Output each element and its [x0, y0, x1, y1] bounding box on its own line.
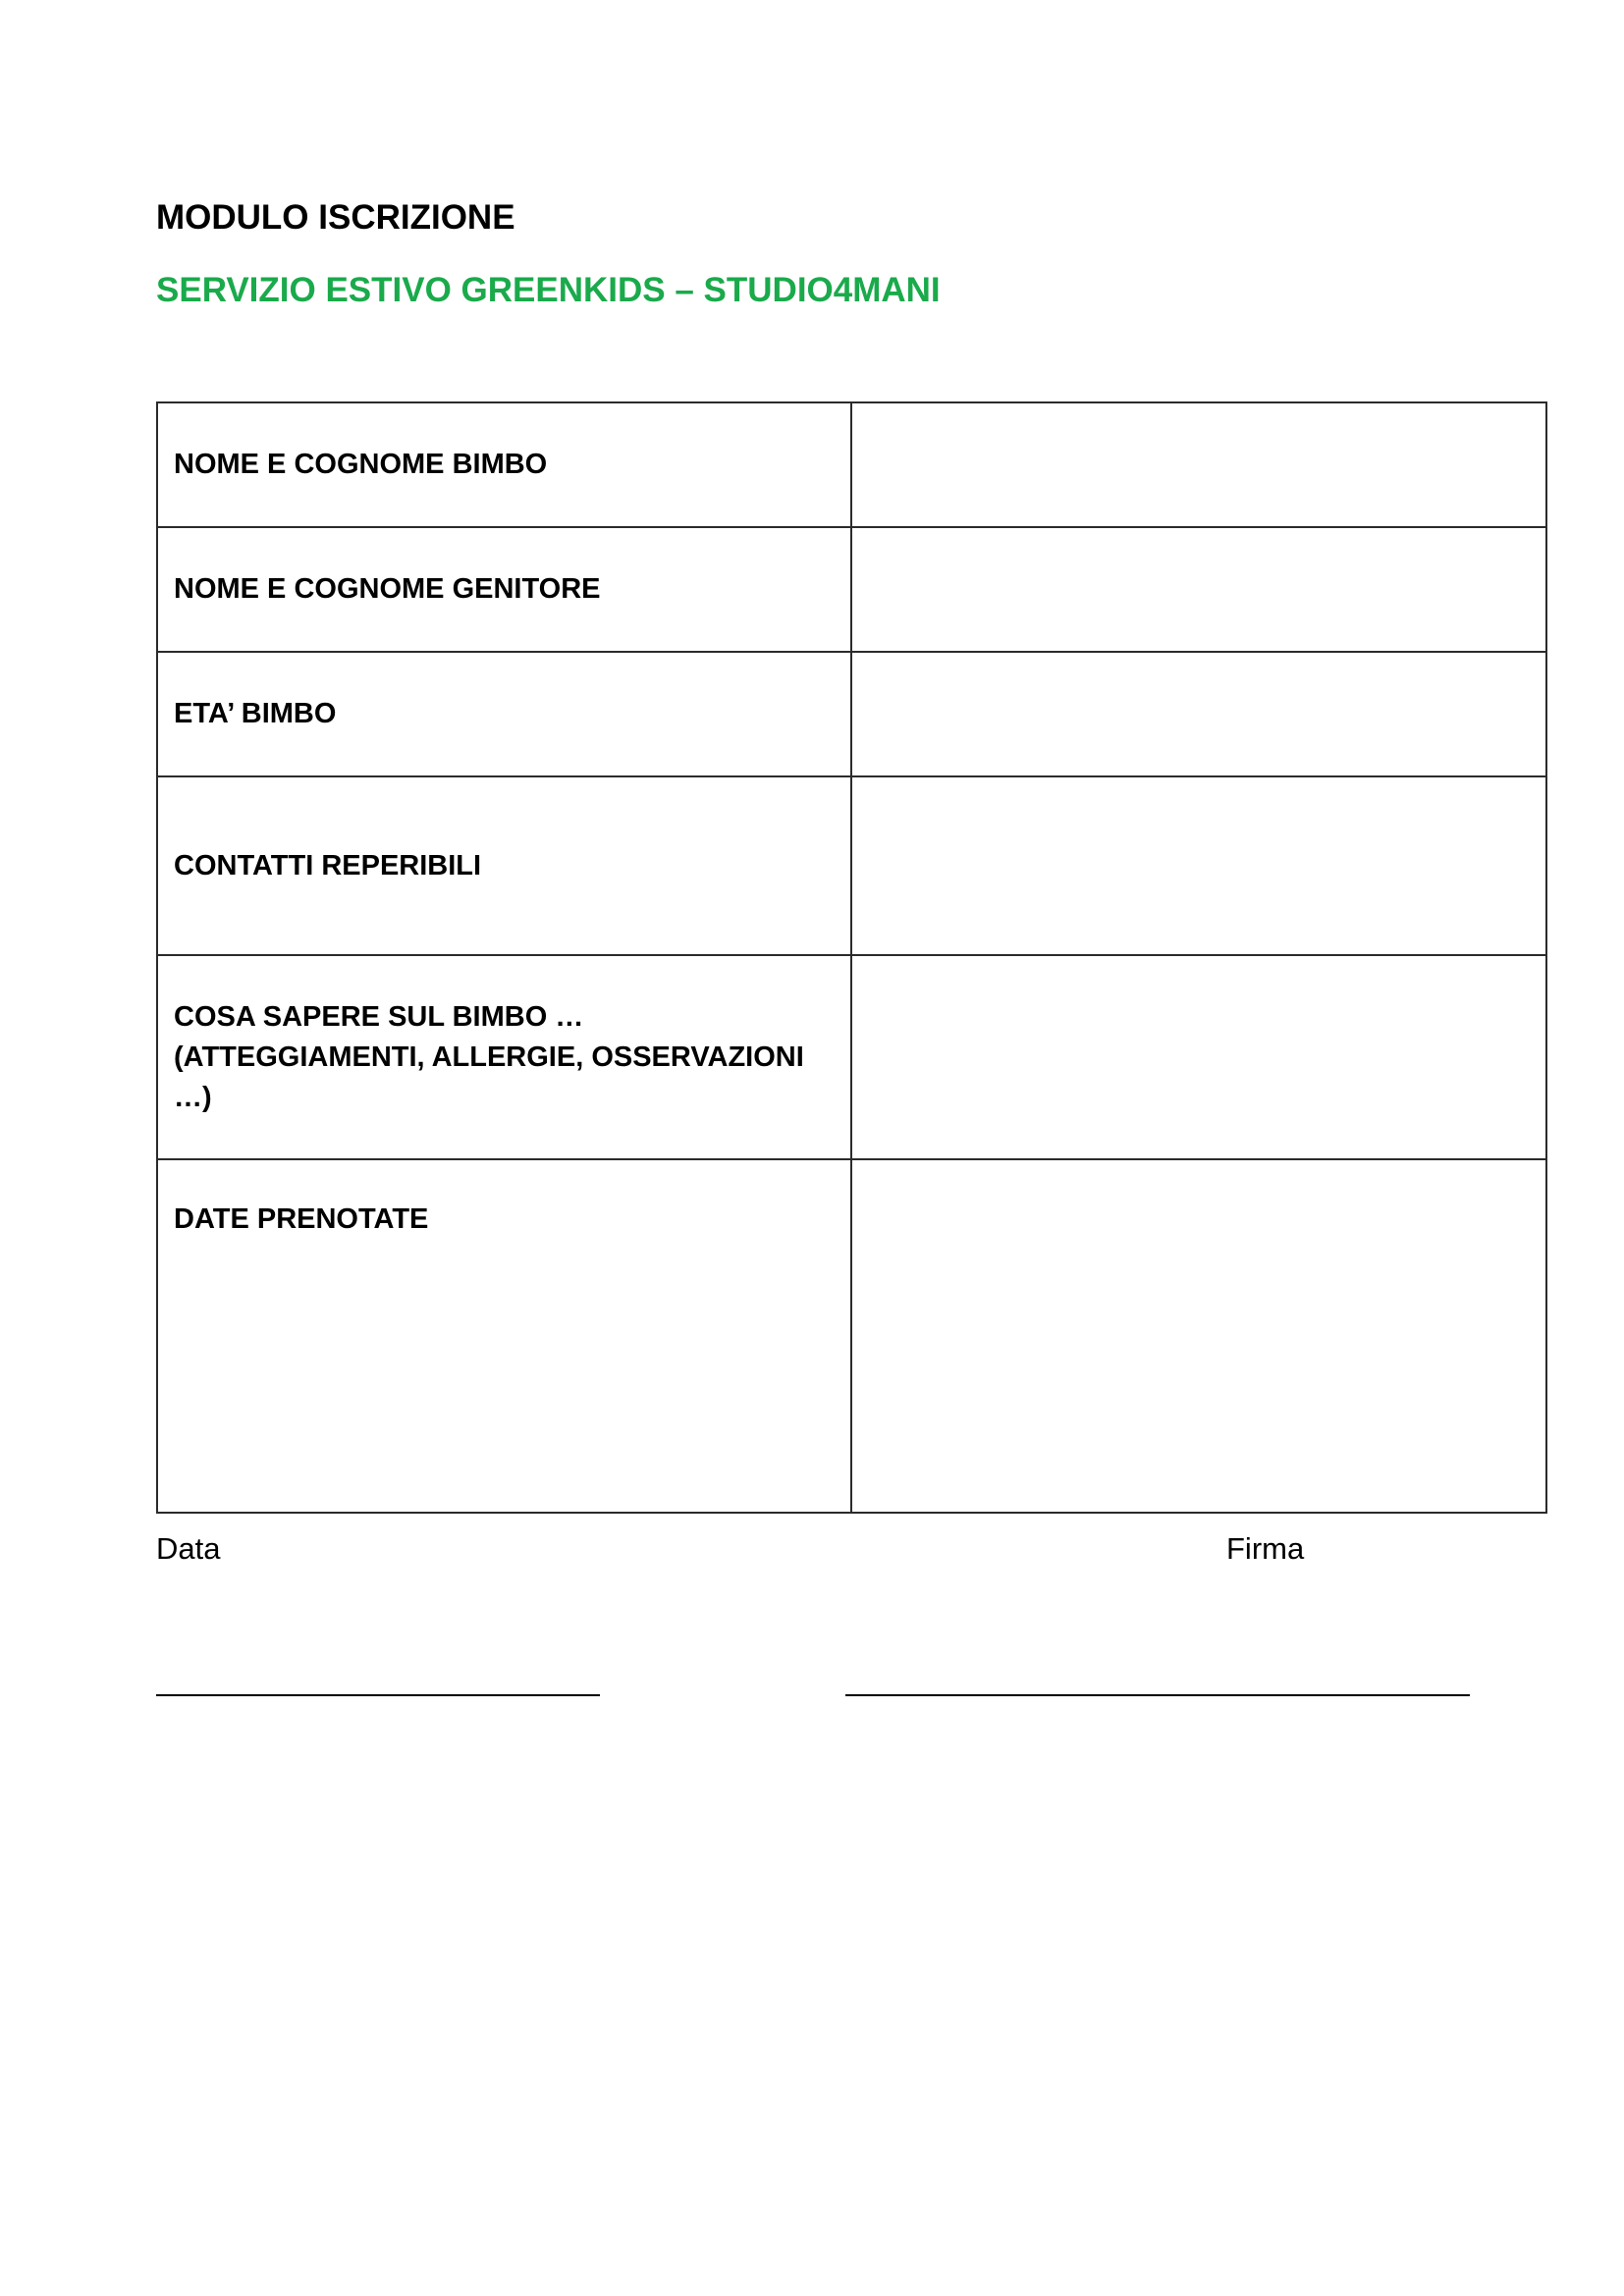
table-row [157, 955, 1546, 1159]
signature-label: Firma [1226, 1531, 1305, 1566]
registration-table [156, 401, 1547, 1514]
child-name-field[interactable] [851, 402, 1546, 527]
child-notes-label: COSA SAPERE SUL BIMBO … (ATTEGGIAMENTI, ALLERGIE, OSSERVAZIONI …) [157, 955, 851, 1159]
child-age-field[interactable] [851, 652, 1546, 776]
form-subtitle: SERVIZIO ESTIVO GREENKIDS – STUDIO4MANI [156, 271, 941, 309]
table-row [157, 652, 1546, 776]
contacts-label: CONTATTI REPERIBILI [157, 776, 851, 955]
table-row [157, 527, 1546, 652]
signature-line[interactable] [845, 1694, 1470, 1696]
booked-dates-label: DATE PRENOTATE [157, 1159, 851, 1513]
date-label: Data [156, 1531, 221, 1566]
child-notes-field[interactable] [851, 955, 1546, 1159]
booked-dates-field[interactable] [851, 1159, 1546, 1513]
contacts-field[interactable] [851, 776, 1546, 955]
parent-name-label: NOME E COGNOME GENITORE [157, 527, 851, 652]
child-age-label: ETA’ BIMBO [157, 652, 851, 776]
table-row [157, 776, 1546, 955]
child-name-label: NOME E COGNOME BIMBO [157, 402, 851, 527]
table-row [157, 402, 1546, 527]
date-line[interactable] [156, 1694, 600, 1696]
parent-name-field[interactable] [851, 527, 1546, 652]
form-title: MODULO ISCRIZIONE [156, 198, 515, 237]
table-row [157, 1159, 1546, 1513]
